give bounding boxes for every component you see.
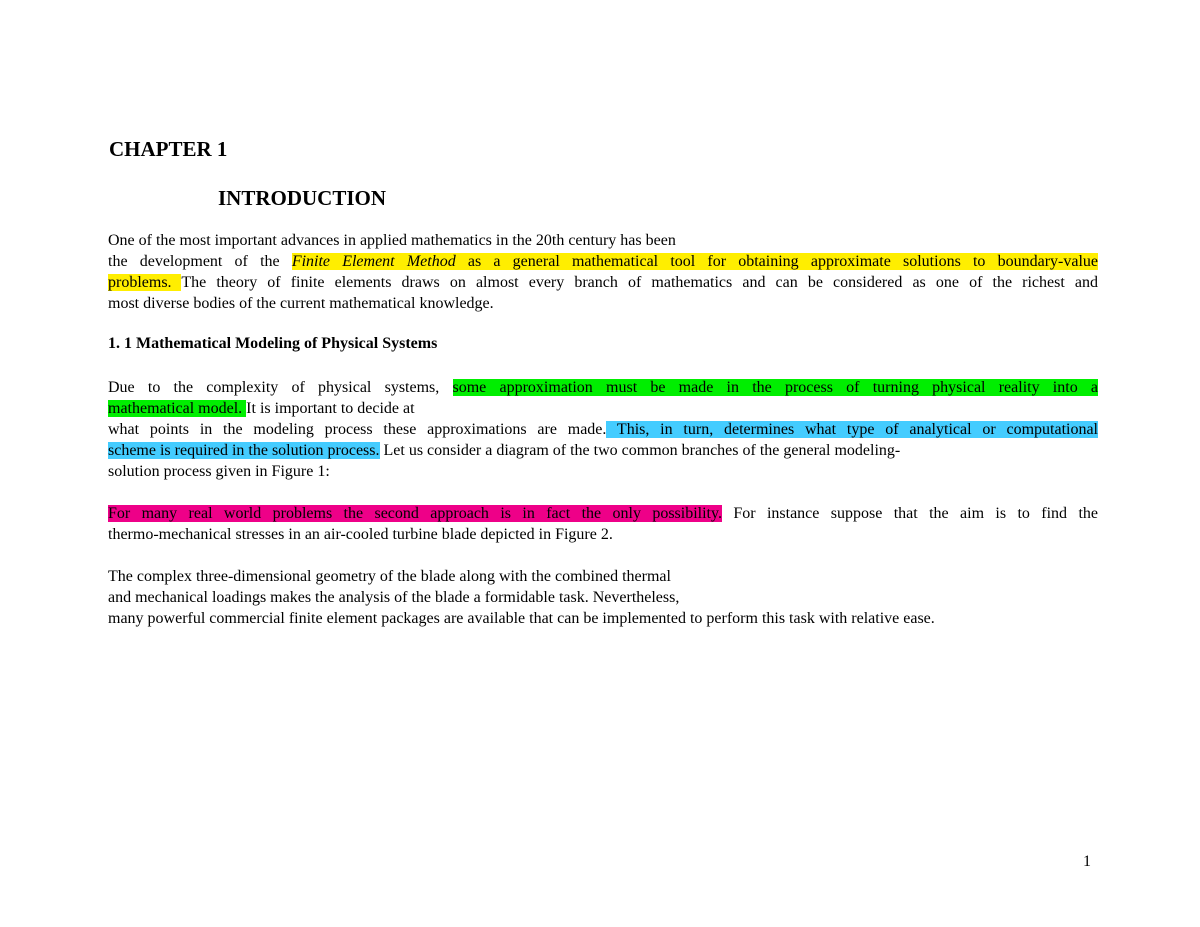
blade-line-2: and mechanical loadings makes the analysis of the blade a formidable task. Nevertheless,	[108, 589, 680, 606]
highlight-green: some approximation must be made in the process of turning physical reality into a	[452, 379, 1099, 396]
highlight-green-model: mathematical model.	[108, 400, 247, 417]
term-finite-element-method: Finite Element Method	[291, 253, 456, 270]
approach-line-1	[108, 503, 1098, 524]
approach-line-1-text: For instance suppose that the aim is to find the	[721, 505, 1098, 522]
modeling-line-1-text: Due to the complexity of physical systems,	[108, 379, 453, 396]
intro-line-2-text: the development of the	[108, 253, 292, 270]
intro-line-1: One of the most important advances in applied mathematics in the 20th century has been	[108, 232, 676, 249]
intro-line-4: most diverse bodies of the current mathematical knowledge.	[108, 295, 494, 312]
highlight-cyan: This, in turn, determines what type of analytical or computational	[606, 421, 1099, 438]
modeling-line-5: solution process given in Figure 1:	[108, 463, 330, 480]
intro-line-3	[108, 272, 1098, 293]
chapter-title: INTRODUCTION	[218, 186, 387, 210]
highlight-yellow	[292, 253, 1098, 270]
highlight-yellow-problems: problems.	[108, 274, 182, 291]
highlight-pink: For many real world problems the second approach is in fact the only possibility.	[108, 505, 722, 522]
intro-line-2	[108, 251, 1098, 272]
modeling-line-4-text: Let us consider a diagram of the two common branches of the general modeling-	[379, 442, 901, 459]
highlight-cyan-scheme: scheme is required in the solution process.	[108, 442, 380, 459]
modeling-line-2	[108, 398, 1098, 419]
highlight-yellow-text: as a general mathematical tool for obtaining approximate solutions to boundary-value	[455, 253, 1099, 270]
modeling-paragraph	[108, 377, 1098, 482]
blade-line-1: The complex three-dimensional geometry of the blade along with the combined thermal	[108, 568, 671, 585]
chapter-label: CHAPTER 1	[109, 137, 228, 161]
approach-paragraph	[108, 503, 1098, 545]
modeling-line-4	[108, 440, 1098, 461]
intro-line-3-text: The theory of finite elements draws on almost every branch of mathematics and can be considered as one of the richest and	[181, 274, 1098, 291]
modeling-line-3-text: what points in the modeling process these approximations are made.	[108, 421, 607, 438]
blade-paragraph	[108, 566, 1098, 629]
modeling-line-1	[108, 377, 1098, 398]
blade-line-3: many powerful commercial finite element packages are available that can be implemented to perform this task with relative ease.	[108, 610, 935, 627]
approach-line-2: thermo-mechanical stresses in an air-cooled turbine blade depicted in Figure 2.	[108, 526, 613, 543]
modeling-line-3	[108, 419, 1098, 440]
page-number: 1	[1083, 853, 1091, 870]
modeling-line-2-text: It is important to decide at	[246, 400, 415, 417]
section-heading: 1. 1 Mathematical Modeling of Physical Systems	[108, 335, 438, 352]
intro-paragraph	[108, 230, 1098, 314]
